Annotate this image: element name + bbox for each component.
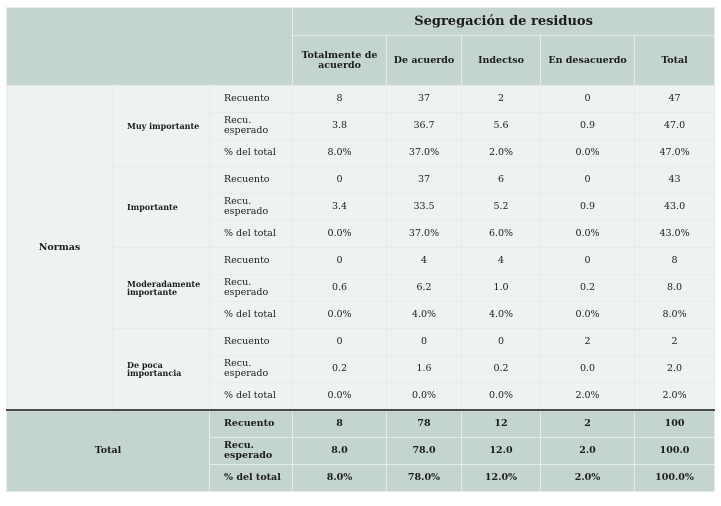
- table-cell: 2.0%: [541, 383, 635, 411]
- table-cell: 2.0: [541, 438, 635, 465]
- table-cell: 2: [462, 86, 541, 113]
- total-row: [7, 410, 715, 438]
- table-cell: 0.0%: [541, 140, 635, 167]
- metric-label: % del total: [210, 465, 293, 492]
- table-cell: 2: [541, 410, 635, 438]
- group-label: Importante: [113, 167, 210, 248]
- table-cell: 0: [387, 329, 462, 356]
- table-cell: 0.0%: [293, 221, 387, 248]
- table-cell: 4: [387, 248, 462, 275]
- metric-label: Recu. esperado: [210, 194, 293, 221]
- table-cell: 8.0: [293, 438, 387, 465]
- table-cell: 0.0%: [293, 383, 387, 411]
- table-cell: 2.0%: [541, 465, 635, 492]
- table-cell: 5.6: [462, 113, 541, 140]
- table-cell: 43.0%: [635, 221, 715, 248]
- table-cell: 8.0%: [293, 140, 387, 167]
- table-cell: 2: [541, 329, 635, 356]
- table-cell: 8: [635, 248, 715, 275]
- table-cell: 12.0%: [462, 465, 541, 492]
- group-label: Moderadamente importante: [113, 248, 210, 329]
- table-cell: 100.0%: [635, 465, 715, 492]
- table-cell: 47.0: [635, 113, 715, 140]
- metric-label: Recuento: [210, 248, 293, 275]
- table-cell: 0.0%: [293, 302, 387, 329]
- table-cell: 0: [293, 329, 387, 356]
- table-row: [7, 167, 715, 194]
- table-cell: 4: [462, 248, 541, 275]
- table-cell: 2.0%: [462, 140, 541, 167]
- table-row: [7, 329, 715, 356]
- table-cell: 37: [387, 86, 462, 113]
- table-cell: 3.8: [293, 113, 387, 140]
- metric-label: % del total: [210, 140, 293, 167]
- table-cell: 0.0%: [541, 221, 635, 248]
- column-header: Total: [635, 36, 715, 86]
- table-cell: 0.6: [293, 275, 387, 302]
- table-cell: 4.0%: [462, 302, 541, 329]
- metric-label: Recuento: [210, 329, 293, 356]
- table-cell: 100: [635, 410, 715, 438]
- table-cell: 36.7: [387, 113, 462, 140]
- metric-label: % del total: [210, 302, 293, 329]
- table-cell: 0: [293, 248, 387, 275]
- table-cell: 6: [462, 167, 541, 194]
- table-cell: 0.9: [541, 194, 635, 221]
- table-cell: 0: [541, 86, 635, 113]
- table-cell: 8: [293, 86, 387, 113]
- column-header: Indectso: [462, 36, 541, 86]
- crosstab-table: [6, 7, 715, 492]
- total-label: Total: [7, 410, 210, 492]
- table-cell: 8.0%: [635, 302, 715, 329]
- table-cell: 0.2: [541, 275, 635, 302]
- table-row: [7, 248, 715, 275]
- table-cell: 6.2: [387, 275, 462, 302]
- group-label: Muy importante: [113, 86, 210, 167]
- table-cell: 78: [387, 410, 462, 438]
- table-cell: 78.0%: [387, 465, 462, 492]
- table-cell: 0: [541, 248, 635, 275]
- metric-label: Recu. esperado: [210, 113, 293, 140]
- table-cell: 2: [635, 329, 715, 356]
- table-cell: 1.6: [387, 356, 462, 383]
- table-cell: 4.0%: [387, 302, 462, 329]
- metric-label: Recu. esperado: [210, 356, 293, 383]
- table-cell: 0: [541, 167, 635, 194]
- table-cell: 6.0%: [462, 221, 541, 248]
- table-cell: 1.0: [462, 275, 541, 302]
- table-cell: 0: [462, 329, 541, 356]
- header-corner: [7, 8, 293, 86]
- metric-label: Recuento: [210, 167, 293, 194]
- table-cell: 43.0: [635, 194, 715, 221]
- table-cell: 0.2: [462, 356, 541, 383]
- table-cell: 2.0: [635, 356, 715, 383]
- metric-label: Recuento: [210, 410, 293, 438]
- row-variable-label: Normas: [7, 86, 113, 411]
- table-cell: 47.0%: [635, 140, 715, 167]
- table-cell: 8.0%: [293, 465, 387, 492]
- table-cell: 47: [635, 86, 715, 113]
- column-header: En desacuerdo: [541, 36, 635, 86]
- table-cell: 43: [635, 167, 715, 194]
- table-cell: 3.4: [293, 194, 387, 221]
- table-cell: 33.5: [387, 194, 462, 221]
- table-cell: 0.0%: [387, 383, 462, 411]
- metric-label: % del total: [210, 221, 293, 248]
- table-row: [7, 86, 715, 113]
- table-cell: 0.0%: [541, 302, 635, 329]
- table-cell: 8.0: [635, 275, 715, 302]
- table-cell: 100.0: [635, 438, 715, 465]
- body-groups: [7, 410, 715, 492]
- metric-label: Recu. esperado: [210, 438, 293, 465]
- metric-label: % del total: [210, 383, 293, 411]
- table-cell: 0.2: [293, 356, 387, 383]
- table-cell: 0.0: [541, 356, 635, 383]
- table-cell: 0.9: [541, 113, 635, 140]
- table-cell: 0.0%: [462, 383, 541, 411]
- top-strip: [0, 0, 721, 7]
- table-cell: 8: [293, 410, 387, 438]
- column-header: De acuerdo: [387, 36, 462, 86]
- table-title: Segregación de residuos: [293, 8, 715, 36]
- table-cell: 37: [387, 167, 462, 194]
- table-cell: 37.0%: [387, 140, 462, 167]
- table-cell: 2.0%: [635, 383, 715, 411]
- table-cell: 37.0%: [387, 221, 462, 248]
- table-cell: 5.2: [462, 194, 541, 221]
- column-header: Totalmente de acuerdo: [293, 36, 387, 86]
- group-label: De poca importancia: [113, 329, 210, 411]
- table-cell: 78.0: [387, 438, 462, 465]
- table-cell: 12: [462, 410, 541, 438]
- table-cell: 12.0: [462, 438, 541, 465]
- metric-label: Recuento: [210, 86, 293, 113]
- metric-label: Recu. esperado: [210, 275, 293, 302]
- table-cell: 0: [293, 167, 387, 194]
